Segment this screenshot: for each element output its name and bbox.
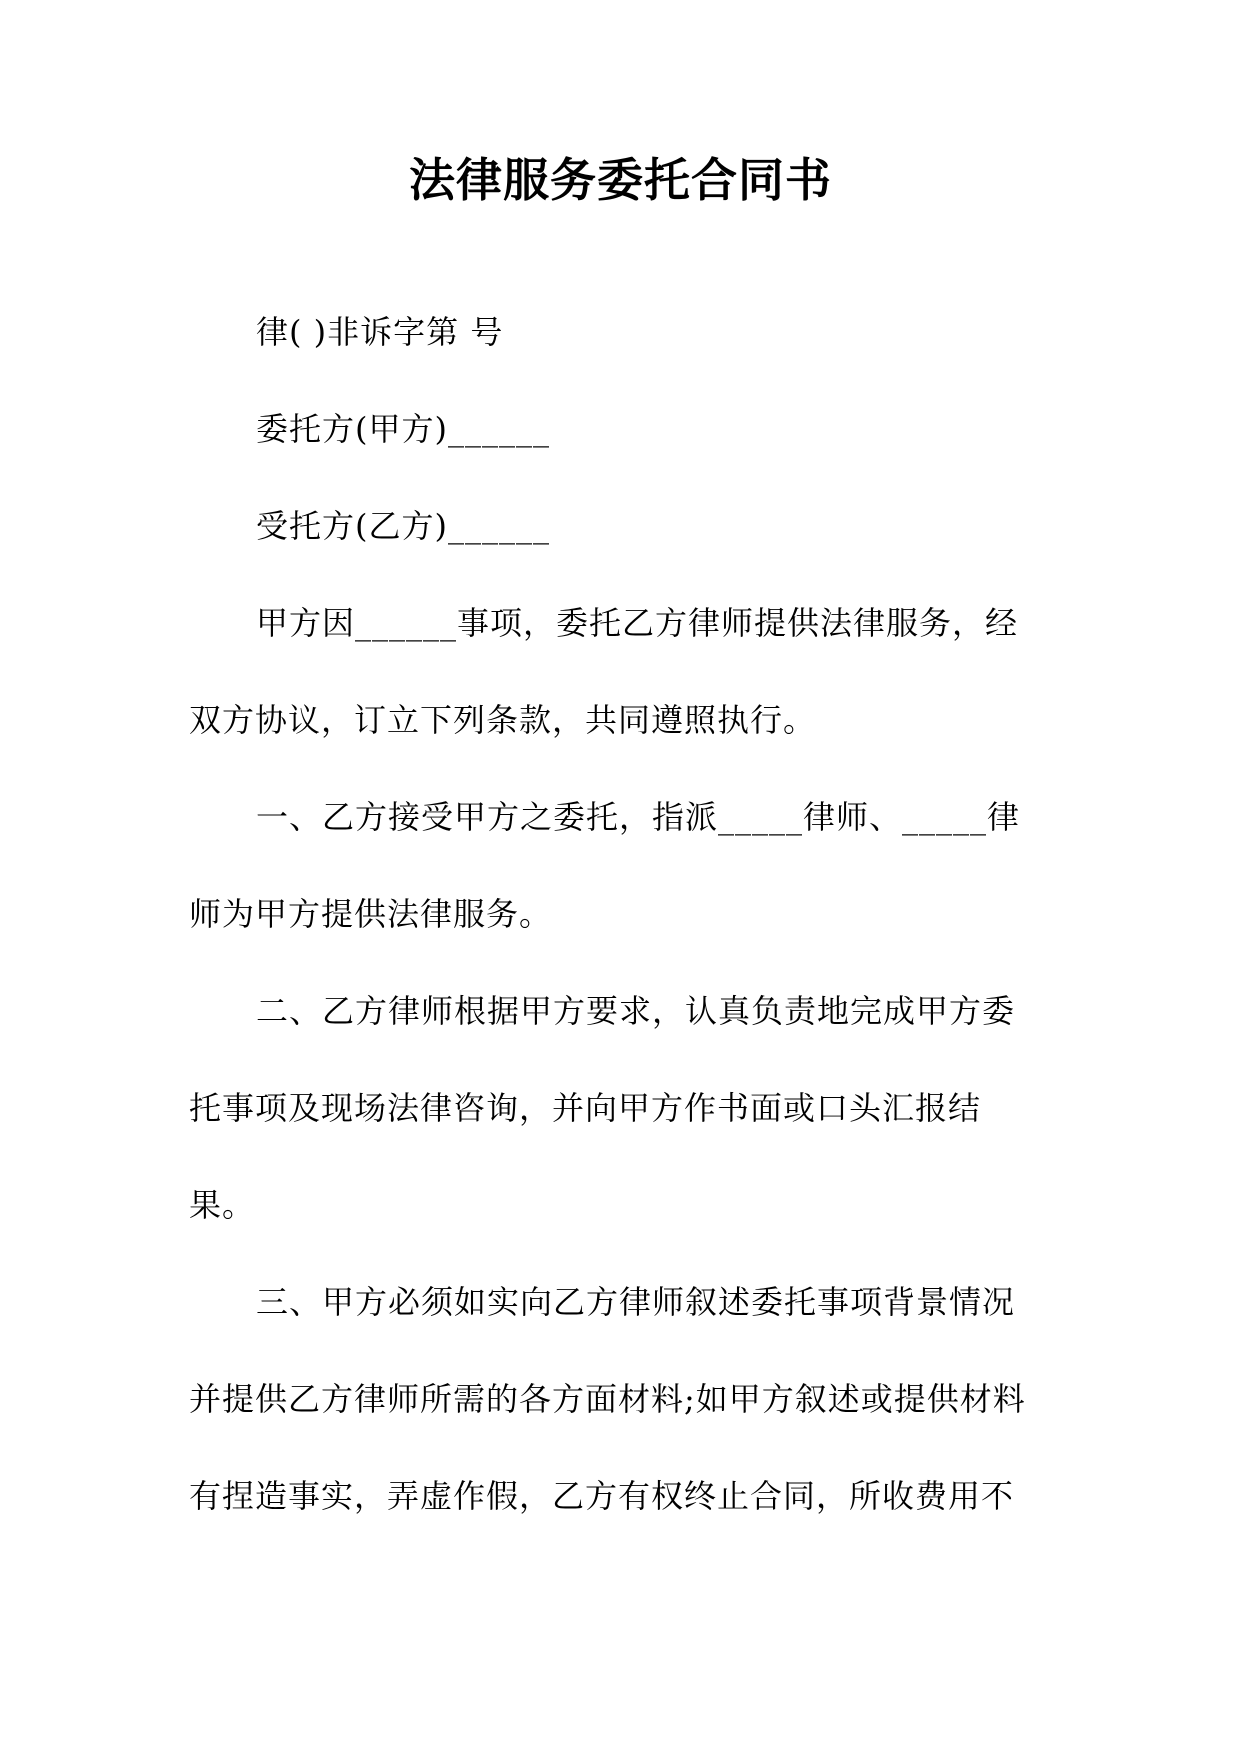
clause-two-line: 果。 [189, 1186, 256, 1224]
clause-three-line: 有捏造事实，弄虚作假，乙方有权终止合同，所收费用不 [189, 1477, 1015, 1515]
clause-two-line: 托事项及现场法律咨询，并向甲方作书面或口头汇报结 [189, 1089, 982, 1127]
paragraph-line: 甲方因______事项，委托乙方律师提供法律服务，经 [256, 604, 1019, 642]
clause-one-line: 师为甲方提供法律服务。 [189, 895, 553, 933]
client-party-line: 委托方(甲方)______ [256, 410, 550, 448]
reference-number-line: 律( )非诉字第 号 [256, 313, 504, 351]
clause-three-line: 三、甲方必须如实向乙方律师叙述委托事项背景情况 [256, 1283, 1016, 1321]
trustee-party-line: 受托方(乙方)______ [256, 507, 550, 545]
document-title: 法律服务委托合同书 [409, 153, 832, 207]
clause-three-line: 并提供乙方律师所需的各方面材料;如甲方叙述或提供材料 [189, 1380, 1026, 1418]
paragraph-line: 双方协议，订立下列条款，共同遵照执行。 [189, 701, 817, 739]
clause-one-line: 一、乙方接受甲方之委托，指派_____律师、_____律 [256, 798, 1021, 836]
clause-two-line: 二、乙方律师根据甲方要求，认真负责地完成甲方委 [256, 992, 1016, 1030]
